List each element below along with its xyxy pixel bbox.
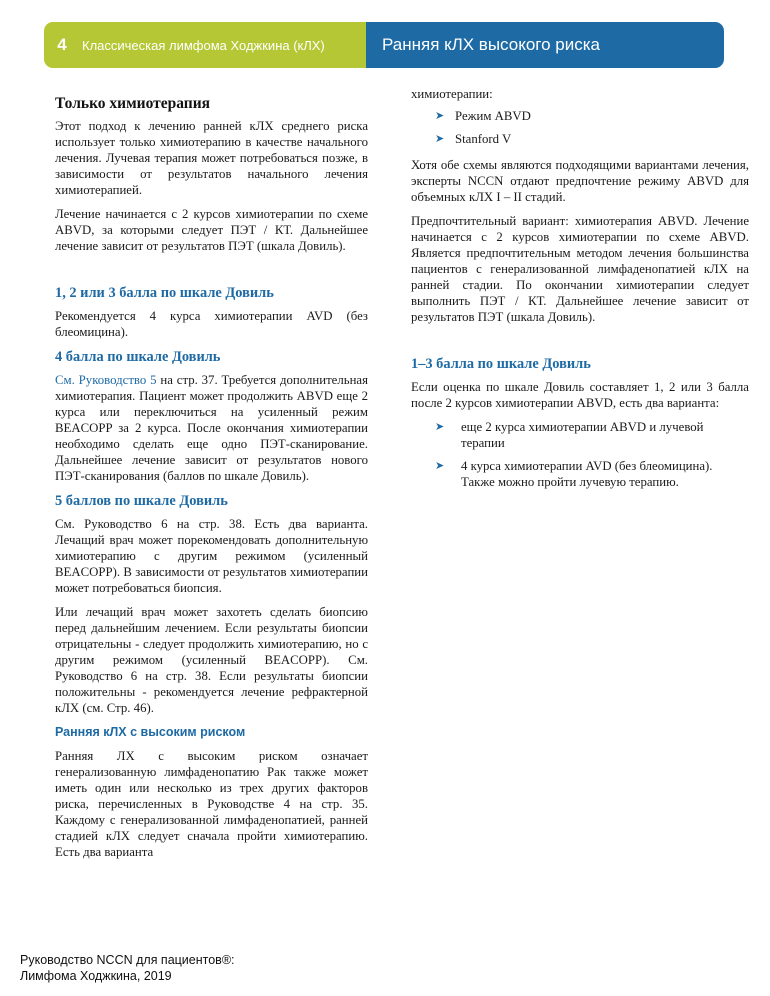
paragraph: Лечение начинается с 2 курсов химиотерапии по схеме ABVD, за которыми следует ПЭТ / КТ. Дальнейшее лечение зависит от результатов ПЭТ (шкала Довиль).	[55, 207, 368, 253]
list-item	[435, 419, 749, 451]
paragraph: Ранняя ЛХ с высоким риском означает генерализованную лимфаденопатию Рак также может иметь один или несколько из трех других факторов риска, перечисленных в Руководстве 4 на стр. 35. Каждому с генерализованной лимфаденопатией, ранней стадией кЛХ следует сначала пройти химиотерапию. Есть два варианта	[55, 749, 368, 859]
list-item	[435, 458, 749, 490]
paragraph-continuation: химиотерапии:	[411, 87, 493, 101]
paragraph	[55, 372, 368, 484]
right-column	[411, 86, 749, 500]
arrowhead-bullet-icon: ➤	[435, 459, 445, 472]
options-list	[435, 419, 749, 490]
paragraph: Хотя обе схемы являются подходящими вариантами лечения, эксперты NCCN отдают предпочтение режиму ABVD для объемных кЛХ I – II стадий.	[411, 158, 749, 204]
chapter-number: 4	[57, 35, 67, 54]
subheading-deauville-1-3-right: 1–3 балла по шкале Довиль	[411, 356, 591, 372]
chapter-banner	[44, 22, 370, 68]
page-title: Ранняя кЛХ высокого риска	[382, 35, 600, 54]
footer-line: Лимфома Ходжкина, 2019	[20, 969, 172, 983]
regimen-list	[411, 108, 749, 147]
arrowhead-bullet-icon: ➤	[435, 132, 445, 145]
guide-5-link[interactable]: См. Руководство 5	[55, 373, 157, 387]
list-item-text: Stanford V	[455, 132, 512, 146]
subheading-deauville-5: 5 баллов по шкале Довиль	[55, 493, 228, 509]
page-title-banner	[366, 22, 724, 68]
left-column	[55, 96, 368, 868]
footer-line: Руководство NCCN для пациентов®:	[20, 953, 235, 967]
paragraph: Или лечащий врач может захотеть сделать биопсию перед дальнейшим лечением. Если результаты биопсии отрицательны - следует продолжить химиотерапию, но с другим режимом (усиленный BEACOPP). См. Руководство 6 на стр. 38. Если результаты биопсии положительны - рекомендуется лечение рефрактерной кЛХ (см. Стр. 46).	[55, 605, 368, 715]
chapter-title: Классическая лимфома Ходжкина (кЛХ)	[82, 37, 325, 53]
list-item	[411, 131, 749, 147]
list-item	[411, 108, 749, 124]
arrowhead-bullet-icon: ➤	[435, 109, 445, 122]
subheading-deauville-1-3: 1, 2 или 3 балла по шкале Довиль	[55, 285, 274, 301]
page-footer	[20, 952, 235, 984]
list-item-text: еще 2 курса химиотерапии ABVD и лучевой терапии	[461, 420, 704, 450]
paragraph: См. Руководство 6 на стр. 38. Есть два варианта. Лечащий врач может порекомендовать дополнительную химиотерапию с другим режимом (усиленный BEACOPP). В зависимости от результатов химиотерапии может потребоваться биопсия.	[55, 517, 368, 595]
page-header	[44, 22, 724, 68]
list-item-text: 4 курса химиотерапии AVD (без блеомицина). Также можно пройти лучевую терапию.	[461, 459, 713, 489]
paragraph: Предпочтительный вариант: химиотерапия ABVD. Лечение начинается с 2 курсов химиотерапии по схеме ABVD. Является предпочтительным методом лечения большинства пациентов с генерализованной лимфаденопатией кЛХ на ранней стадии. По окончании химиотерапии следует выполнить ПЭТ / КТ. Дальнейшее лечение зависит от результатов ПЭТ (шкала Довиль).	[411, 214, 749, 324]
paragraph: Если оценка по шкале Довиль составляет 1, 2 или 3 балла после 2 курсов химиотерапии ABVD, есть два варианта:	[411, 380, 749, 410]
section-title: Только химиотерапия	[55, 95, 211, 112]
arrowhead-bullet-icon: ➤	[435, 420, 445, 433]
subheading-high-risk: Ранняя кЛХ с высоким риском	[55, 725, 246, 739]
list-item-text: Режим ABVD	[455, 109, 531, 123]
paragraph-text: на стр. 37. Требуется дополнительная химиотерапия. Пациент может продолжить ABVD еще 2 курса или переключиться на усиленный режим BEACOPP за 2 курса. После окончания химиотерапии необходимо сделать еще одно ПЭТ-сканирование. Дальнейшее лечение зависит от результатов нового ПЭТ-сканирования (баллов по шкале Довиль).	[55, 373, 368, 483]
paragraph: Рекомендуется 4 курса химиотерапии AVD (без блеомицина).	[55, 309, 368, 339]
subheading-deauville-4: 4 балла по шкале Довиль	[55, 349, 221, 365]
paragraph: Этот подход к лечению ранней кЛХ среднего риска использует только химиотерапию в качестве начального лечения. Лучевая терапия может потребоваться позже, в зависимости от результатов начального лечения химиотерапией.	[55, 119, 368, 197]
